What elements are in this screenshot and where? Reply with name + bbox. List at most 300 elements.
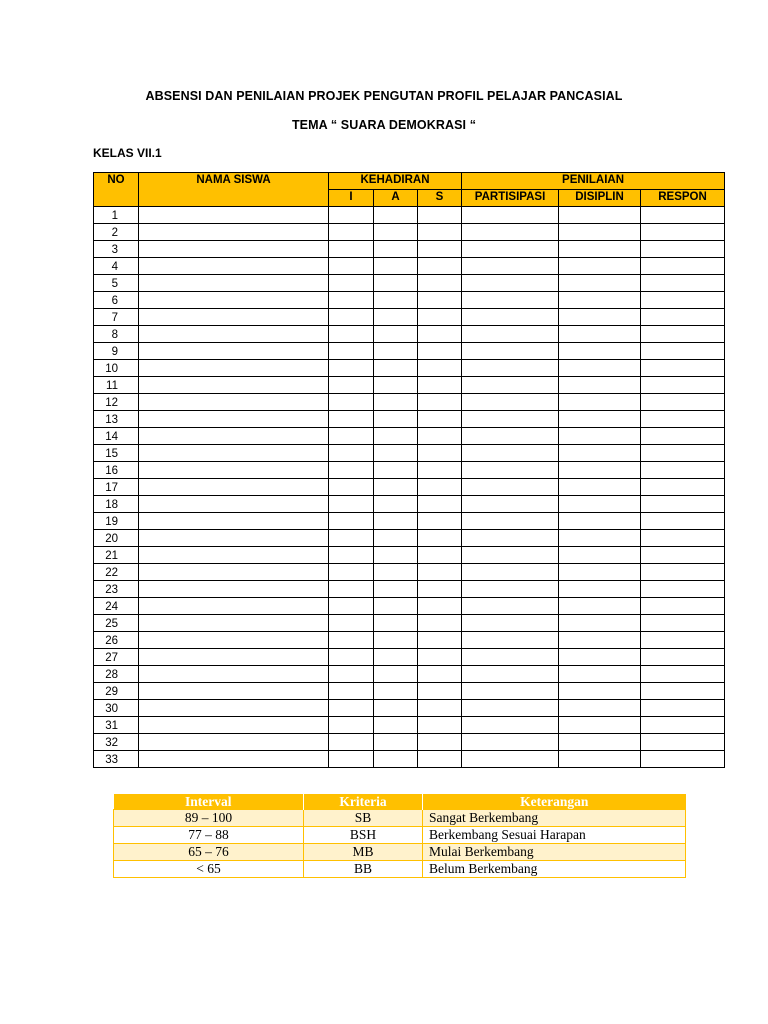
rubric-interval: 89 – 100: [114, 810, 304, 827]
kehadiran-s-cell[interactable]: [418, 360, 462, 377]
nama-siswa-cell[interactable]: [139, 445, 329, 462]
respon-cell[interactable]: [641, 479, 725, 496]
kehadiran-s-cell[interactable]: [418, 717, 462, 734]
respon-cell[interactable]: [641, 394, 725, 411]
disiplin-cell[interactable]: [559, 326, 641, 343]
disiplin-cell[interactable]: [559, 547, 641, 564]
partisipasi-cell[interactable]: [462, 700, 559, 717]
header-kehadiran-i: I: [329, 190, 374, 207]
kehadiran-s-cell[interactable]: [418, 462, 462, 479]
partisipasi-cell[interactable]: [462, 734, 559, 751]
kehadiran-i-cell[interactable]: [329, 241, 374, 258]
nama-siswa-cell[interactable]: [139, 224, 329, 241]
partisipasi-cell[interactable]: [462, 649, 559, 666]
row-number: 26: [94, 632, 139, 649]
header-no: NO: [94, 173, 139, 207]
kehadiran-i-cell[interactable]: [329, 564, 374, 581]
respon-cell[interactable]: [641, 581, 725, 598]
disiplin-cell[interactable]: [559, 394, 641, 411]
table-row: [94, 309, 725, 326]
kehadiran-s-cell[interactable]: [418, 411, 462, 428]
nama-siswa-cell[interactable]: [139, 547, 329, 564]
kehadiran-s-cell[interactable]: [418, 224, 462, 241]
kehadiran-a-cell[interactable]: [374, 530, 418, 547]
kehadiran-s-cell[interactable]: [418, 343, 462, 360]
partisipasi-cell[interactable]: [462, 479, 559, 496]
respon-cell[interactable]: [641, 275, 725, 292]
respon-cell[interactable]: [641, 309, 725, 326]
kehadiran-a-cell[interactable]: [374, 513, 418, 530]
kehadiran-a-cell[interactable]: [374, 564, 418, 581]
kehadiran-i-cell[interactable]: [329, 751, 374, 768]
kehadiran-s-cell[interactable]: [418, 326, 462, 343]
nama-siswa-cell[interactable]: [139, 496, 329, 513]
rubric-row: [114, 844, 686, 861]
disiplin-cell[interactable]: [559, 564, 641, 581]
table-row: [94, 564, 725, 581]
row-number: 14: [94, 428, 139, 445]
row-number: 30: [94, 700, 139, 717]
nama-siswa-cell[interactable]: [139, 598, 329, 615]
nama-siswa-cell[interactable]: [139, 326, 329, 343]
kehadiran-i-cell[interactable]: [329, 700, 374, 717]
kehadiran-a-cell[interactable]: [374, 615, 418, 632]
disiplin-cell[interactable]: [559, 309, 641, 326]
nama-siswa-cell[interactable]: [139, 343, 329, 360]
disiplin-cell[interactable]: [559, 717, 641, 734]
partisipasi-cell[interactable]: [462, 683, 559, 700]
kehadiran-i-cell[interactable]: [329, 292, 374, 309]
respon-cell[interactable]: [641, 326, 725, 343]
row-number: 25: [94, 615, 139, 632]
partisipasi-cell[interactable]: [462, 360, 559, 377]
respon-cell[interactable]: [641, 547, 725, 564]
nama-siswa-cell[interactable]: [139, 241, 329, 258]
disiplin-cell[interactable]: [559, 734, 641, 751]
nama-siswa-cell[interactable]: [139, 411, 329, 428]
partisipasi-cell[interactable]: [462, 309, 559, 326]
nama-siswa-cell[interactable]: [139, 632, 329, 649]
kehadiran-s-cell[interactable]: [418, 394, 462, 411]
kehadiran-s-cell[interactable]: [418, 428, 462, 445]
kehadiran-i-cell[interactable]: [329, 615, 374, 632]
partisipasi-cell[interactable]: [462, 717, 559, 734]
kehadiran-s-cell[interactable]: [418, 564, 462, 581]
disiplin-cell[interactable]: [559, 530, 641, 547]
respon-cell[interactable]: [641, 292, 725, 309]
table-row: [94, 360, 725, 377]
nama-siswa-cell[interactable]: [139, 513, 329, 530]
kehadiran-i-cell[interactable]: [329, 462, 374, 479]
respon-cell[interactable]: [641, 411, 725, 428]
nama-siswa-cell[interactable]: [139, 479, 329, 496]
nama-siswa-cell[interactable]: [139, 683, 329, 700]
partisipasi-cell[interactable]: [462, 224, 559, 241]
kehadiran-a-cell[interactable]: [374, 292, 418, 309]
rubric-interval: < 65: [114, 861, 304, 878]
table-row: [94, 513, 725, 530]
kehadiran-a-cell[interactable]: [374, 258, 418, 275]
kehadiran-s-cell[interactable]: [418, 615, 462, 632]
row-number: 23: [94, 581, 139, 598]
kehadiran-a-cell[interactable]: [374, 734, 418, 751]
respon-cell[interactable]: [641, 343, 725, 360]
kehadiran-s-cell[interactable]: [418, 309, 462, 326]
kehadiran-i-cell[interactable]: [329, 581, 374, 598]
disiplin-cell[interactable]: [559, 428, 641, 445]
partisipasi-cell[interactable]: [462, 411, 559, 428]
kehadiran-i-cell[interactable]: [329, 683, 374, 700]
disiplin-cell[interactable]: [559, 581, 641, 598]
kehadiran-s-cell[interactable]: [418, 241, 462, 258]
kehadiran-i-cell[interactable]: [329, 411, 374, 428]
disiplin-cell[interactable]: [559, 445, 641, 462]
kehadiran-s-cell[interactable]: [418, 479, 462, 496]
table-row: [94, 292, 725, 309]
respon-cell[interactable]: [641, 666, 725, 683]
kehadiran-i-cell[interactable]: [329, 394, 374, 411]
row-number: 7: [94, 309, 139, 326]
nama-siswa-cell[interactable]: [139, 309, 329, 326]
respon-cell[interactable]: [641, 530, 725, 547]
kehadiran-i-cell[interactable]: [329, 717, 374, 734]
disiplin-cell[interactable]: [559, 751, 641, 768]
table-row: [94, 241, 725, 258]
kehadiran-i-cell[interactable]: [329, 547, 374, 564]
partisipasi-cell[interactable]: [462, 547, 559, 564]
kehadiran-s-cell[interactable]: [418, 598, 462, 615]
kehadiran-i-cell[interactable]: [329, 258, 374, 275]
disiplin-cell[interactable]: [559, 241, 641, 258]
respon-cell[interactable]: [641, 734, 725, 751]
kehadiran-a-cell[interactable]: [374, 445, 418, 462]
kehadiran-i-cell[interactable]: [329, 207, 374, 224]
kehadiran-a-cell[interactable]: [374, 717, 418, 734]
kehadiran-a-cell[interactable]: [374, 496, 418, 513]
kehadiran-i-cell[interactable]: [329, 343, 374, 360]
document-title: ABSENSI DAN PENILAIAN PROJEK PENGUTAN PROFIL PELAJAR PANCASIAL: [145, 89, 623, 103]
respon-cell[interactable]: [641, 207, 725, 224]
kehadiran-a-cell[interactable]: [374, 666, 418, 683]
partisipasi-cell[interactable]: [462, 598, 559, 615]
partisipasi-cell[interactable]: [462, 666, 559, 683]
kehadiran-s-cell[interactable]: [418, 734, 462, 751]
kehadiran-a-cell[interactable]: [374, 343, 418, 360]
table-row: [94, 275, 725, 292]
disiplin-cell[interactable]: [559, 258, 641, 275]
kehadiran-i-cell[interactable]: [329, 666, 374, 683]
disiplin-cell[interactable]: [559, 224, 641, 241]
kehadiran-i-cell[interactable]: [329, 734, 374, 751]
table-row: [94, 411, 725, 428]
kehadiran-i-cell[interactable]: [329, 377, 374, 394]
header-partisipasi: PARTISIPASI: [462, 190, 559, 207]
header-kehadiran-s: S: [418, 190, 462, 207]
kehadiran-i-cell[interactable]: [329, 360, 374, 377]
respon-cell[interactable]: [641, 700, 725, 717]
class-label: KELAS VII.1: [93, 146, 162, 160]
row-number: 32: [94, 734, 139, 751]
attendance-table: [93, 172, 725, 768]
table-row: [94, 649, 725, 666]
nama-siswa-cell[interactable]: [139, 700, 329, 717]
respon-cell[interactable]: [641, 683, 725, 700]
respon-cell[interactable]: [641, 241, 725, 258]
kehadiran-i-cell[interactable]: [329, 445, 374, 462]
partisipasi-cell[interactable]: [462, 394, 559, 411]
nama-siswa-cell[interactable]: [139, 564, 329, 581]
nama-siswa-cell[interactable]: [139, 275, 329, 292]
disiplin-cell[interactable]: [559, 496, 641, 513]
partisipasi-cell[interactable]: [462, 275, 559, 292]
kehadiran-i-cell[interactable]: [329, 479, 374, 496]
row-number: 31: [94, 717, 139, 734]
row-number: 19: [94, 513, 139, 530]
kehadiran-a-cell[interactable]: [374, 377, 418, 394]
table-row: [94, 666, 725, 683]
disiplin-cell[interactable]: [559, 207, 641, 224]
disiplin-cell[interactable]: [559, 683, 641, 700]
nama-siswa-cell[interactable]: [139, 615, 329, 632]
kehadiran-i-cell[interactable]: [329, 513, 374, 530]
kehadiran-a-cell[interactable]: [374, 394, 418, 411]
kehadiran-s-cell[interactable]: [418, 632, 462, 649]
kehadiran-i-cell[interactable]: [329, 326, 374, 343]
row-number: 28: [94, 666, 139, 683]
row-number: 4: [94, 258, 139, 275]
disiplin-cell[interactable]: [559, 275, 641, 292]
table-row: [94, 394, 725, 411]
kehadiran-s-cell[interactable]: [418, 445, 462, 462]
partisipasi-cell[interactable]: [462, 462, 559, 479]
kehadiran-i-cell[interactable]: [329, 598, 374, 615]
partisipasi-cell[interactable]: [462, 445, 559, 462]
kehadiran-i-cell[interactable]: [329, 275, 374, 292]
row-number: 8: [94, 326, 139, 343]
respon-cell[interactable]: [641, 513, 725, 530]
partisipasi-cell[interactable]: [462, 632, 559, 649]
nama-siswa-cell[interactable]: [139, 292, 329, 309]
rubric-interval: 65 – 76: [114, 844, 304, 861]
kehadiran-s-cell[interactable]: [418, 666, 462, 683]
row-number: 21: [94, 547, 139, 564]
row-number: 22: [94, 564, 139, 581]
kehadiran-a-cell[interactable]: [374, 751, 418, 768]
kehadiran-a-cell[interactable]: [374, 632, 418, 649]
nama-siswa-cell[interactable]: [139, 394, 329, 411]
row-number: 5: [94, 275, 139, 292]
respon-cell[interactable]: [641, 649, 725, 666]
kehadiran-a-cell[interactable]: [374, 428, 418, 445]
header-penilaian: PENILAIAN: [462, 173, 725, 190]
row-number: 6: [94, 292, 139, 309]
respon-cell[interactable]: [641, 462, 725, 479]
respon-cell[interactable]: [641, 496, 725, 513]
disiplin-cell[interactable]: [559, 360, 641, 377]
nama-siswa-cell[interactable]: [139, 666, 329, 683]
kehadiran-a-cell[interactable]: [374, 241, 418, 258]
kehadiran-i-cell[interactable]: [329, 309, 374, 326]
row-number: 24: [94, 598, 139, 615]
disiplin-cell[interactable]: [559, 292, 641, 309]
kehadiran-s-cell[interactable]: [418, 683, 462, 700]
kehadiran-a-cell[interactable]: [374, 462, 418, 479]
nama-siswa-cell[interactable]: [139, 734, 329, 751]
nama-siswa-cell[interactable]: [139, 462, 329, 479]
disiplin-cell[interactable]: [559, 615, 641, 632]
nama-siswa-cell[interactable]: [139, 258, 329, 275]
kehadiran-a-cell[interactable]: [374, 224, 418, 241]
kehadiran-a-cell[interactable]: [374, 581, 418, 598]
table-row: [94, 700, 725, 717]
header-nama-siswa: NAMA SISWA: [139, 173, 329, 207]
respon-cell[interactable]: [641, 445, 725, 462]
row-number: 29: [94, 683, 139, 700]
kehadiran-a-cell[interactable]: [374, 360, 418, 377]
nama-siswa-cell[interactable]: [139, 751, 329, 768]
partisipasi-cell[interactable]: [462, 496, 559, 513]
header-kehadiran-a: A: [374, 190, 418, 207]
row-number: 9: [94, 343, 139, 360]
row-number: 10: [94, 360, 139, 377]
kehadiran-a-cell[interactable]: [374, 207, 418, 224]
header-respon: RESPON: [641, 190, 725, 207]
kehadiran-s-cell[interactable]: [418, 547, 462, 564]
row-number: 33: [94, 751, 139, 768]
disiplin-cell[interactable]: [559, 462, 641, 479]
respon-cell[interactable]: [641, 751, 725, 768]
kehadiran-i-cell[interactable]: [329, 632, 374, 649]
rubric-keterangan: Berkembang Sesuai Harapan: [423, 827, 686, 844]
partisipasi-cell[interactable]: [462, 581, 559, 598]
disiplin-cell[interactable]: [559, 479, 641, 496]
kehadiran-s-cell[interactable]: [418, 275, 462, 292]
partisipasi-cell[interactable]: [462, 530, 559, 547]
kehadiran-a-cell[interactable]: [374, 547, 418, 564]
row-number: 13: [94, 411, 139, 428]
disiplin-cell[interactable]: [559, 649, 641, 666]
respon-cell[interactable]: [641, 377, 725, 394]
disiplin-cell[interactable]: [559, 411, 641, 428]
kehadiran-s-cell[interactable]: [418, 751, 462, 768]
nama-siswa-cell[interactable]: [139, 428, 329, 445]
table-row: [94, 598, 725, 615]
nama-siswa-cell[interactable]: [139, 581, 329, 598]
disiplin-cell[interactable]: [559, 343, 641, 360]
partisipasi-cell[interactable]: [462, 428, 559, 445]
partisipasi-cell[interactable]: [462, 751, 559, 768]
row-number: 16: [94, 462, 139, 479]
kehadiran-i-cell[interactable]: [329, 224, 374, 241]
respon-cell[interactable]: [641, 258, 725, 275]
kehadiran-s-cell[interactable]: [418, 581, 462, 598]
rubric-keterangan: Sangat Berkembang: [423, 810, 686, 827]
partisipasi-cell[interactable]: [462, 258, 559, 275]
rubric-kriteria: BSH: [304, 827, 423, 844]
kehadiran-a-cell[interactable]: [374, 411, 418, 428]
rubric-interval: 77 – 88: [114, 827, 304, 844]
nama-siswa-cell[interactable]: [139, 530, 329, 547]
rubric-header-kriteria: Kriteria: [304, 794, 423, 810]
disiplin-cell[interactable]: [559, 700, 641, 717]
respon-cell[interactable]: [641, 632, 725, 649]
partisipasi-cell[interactable]: [462, 377, 559, 394]
partisipasi-cell[interactable]: [462, 326, 559, 343]
respon-cell[interactable]: [641, 224, 725, 241]
nama-siswa-cell[interactable]: [139, 207, 329, 224]
respon-cell[interactable]: [641, 360, 725, 377]
table-row: [94, 428, 725, 445]
table-row: [94, 615, 725, 632]
disiplin-cell[interactable]: [559, 513, 641, 530]
respon-cell[interactable]: [641, 564, 725, 581]
partisipasi-cell[interactable]: [462, 292, 559, 309]
partisipasi-cell[interactable]: [462, 207, 559, 224]
rubric-row: [114, 827, 686, 844]
disiplin-cell[interactable]: [559, 632, 641, 649]
nama-siswa-cell[interactable]: [139, 377, 329, 394]
disiplin-cell[interactable]: [559, 598, 641, 615]
nama-siswa-cell[interactable]: [139, 717, 329, 734]
respon-cell[interactable]: [641, 428, 725, 445]
kehadiran-a-cell[interactable]: [374, 275, 418, 292]
kehadiran-i-cell[interactable]: [329, 496, 374, 513]
header-disiplin: DISIPLIN: [559, 190, 641, 207]
partisipasi-cell[interactable]: [462, 513, 559, 530]
kehadiran-s-cell[interactable]: [418, 649, 462, 666]
kehadiran-s-cell[interactable]: [418, 377, 462, 394]
table-row: [94, 224, 725, 241]
attendance-rows: [94, 207, 725, 768]
kehadiran-s-cell[interactable]: [418, 292, 462, 309]
disiplin-cell[interactable]: [559, 666, 641, 683]
kehadiran-a-cell[interactable]: [374, 649, 418, 666]
kehadiran-a-cell[interactable]: [374, 700, 418, 717]
kehadiran-s-cell[interactable]: [418, 258, 462, 275]
partisipasi-cell[interactable]: [462, 564, 559, 581]
kehadiran-i-cell[interactable]: [329, 649, 374, 666]
kehadiran-s-cell[interactable]: [418, 207, 462, 224]
respon-cell[interactable]: [641, 717, 725, 734]
nama-siswa-cell[interactable]: [139, 649, 329, 666]
table-row: [94, 479, 725, 496]
kehadiran-a-cell[interactable]: [374, 598, 418, 615]
partisipasi-cell[interactable]: [462, 343, 559, 360]
kehadiran-i-cell[interactable]: [329, 530, 374, 547]
kehadiran-a-cell[interactable]: [374, 326, 418, 343]
partisipasi-cell[interactable]: [462, 615, 559, 632]
rubric-row: [114, 810, 686, 827]
kehadiran-i-cell[interactable]: [329, 428, 374, 445]
kehadiran-s-cell[interactable]: [418, 496, 462, 513]
kehadiran-a-cell[interactable]: [374, 479, 418, 496]
table-row: [94, 258, 725, 275]
kehadiran-s-cell[interactable]: [418, 530, 462, 547]
kehadiran-a-cell[interactable]: [374, 683, 418, 700]
row-number: 3: [94, 241, 139, 258]
kehadiran-a-cell[interactable]: [374, 309, 418, 326]
kehadiran-s-cell[interactable]: [418, 700, 462, 717]
rubric-kriteria: MB: [304, 844, 423, 861]
partisipasi-cell[interactable]: [462, 241, 559, 258]
rubric-keterangan: Belum Berkembang: [423, 861, 686, 878]
row-number: 17: [94, 479, 139, 496]
respon-cell[interactable]: [641, 598, 725, 615]
disiplin-cell[interactable]: [559, 377, 641, 394]
respon-cell[interactable]: [641, 615, 725, 632]
nama-siswa-cell[interactable]: [139, 360, 329, 377]
kehadiran-s-cell[interactable]: [418, 513, 462, 530]
